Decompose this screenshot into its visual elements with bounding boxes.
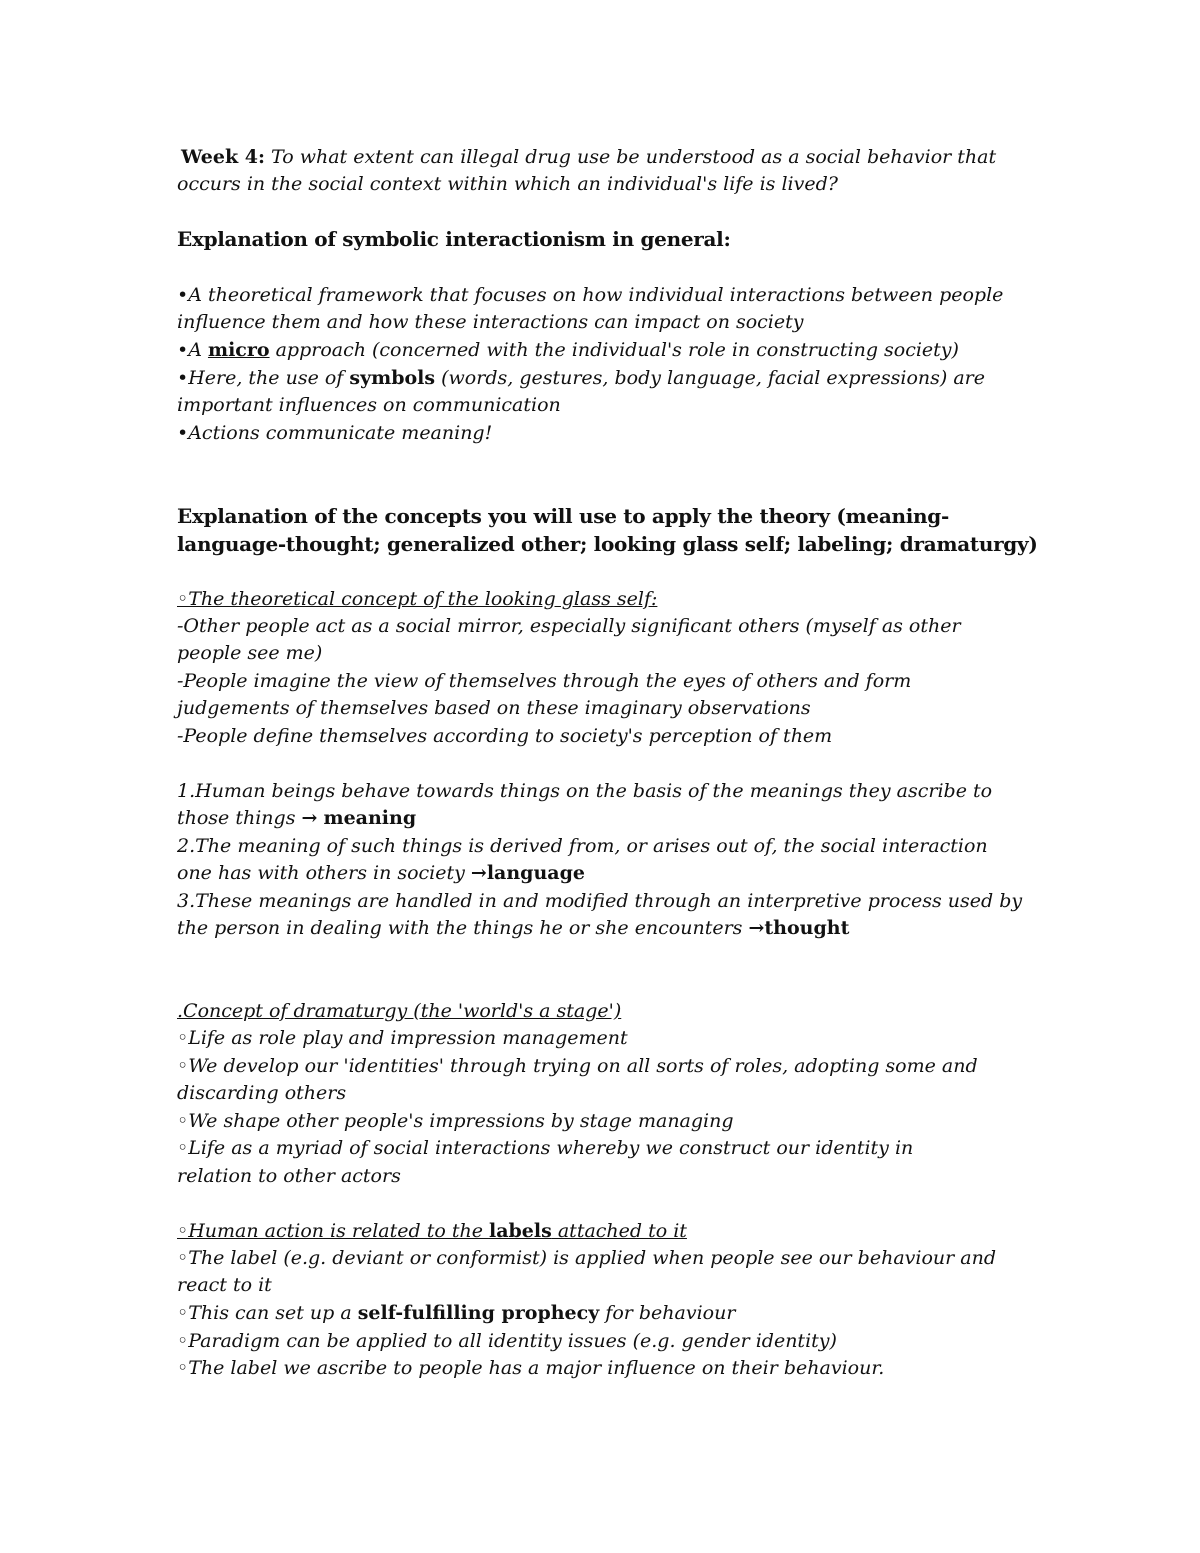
week-question-line-2: occurs in the social context within which an individual's life is lived?	[177, 173, 838, 195]
bullet-1-line-1: •A theoretical framework that focuses on how individual interactions between people	[177, 284, 1004, 306]
looking-glass-item-3: -People define themselves according to society's perception of them	[177, 725, 833, 747]
labeling-title-labels: labels	[488, 1220, 552, 1242]
premise-1-line-1: 1.Human beings behave towards things on the basis of the meanings they ascribe to	[177, 780, 993, 802]
premise-1-line-2	[177, 805, 416, 831]
bullet-3-line-1	[177, 365, 985, 391]
bullet-3-symbols: symbols	[349, 367, 436, 389]
labeling-item-1-line-1: ◦The label (e.g. deviant or conformist) is applied when people see our behaviour and	[177, 1247, 996, 1269]
labeling-item-1-line-2: react to it	[177, 1274, 272, 1296]
dramaturgy-item-4-line-1: ◦Life as a myriad of social interactions whereby we construct our identity in	[177, 1137, 914, 1159]
labeling-item-2	[177, 1300, 735, 1326]
looking-glass-item-1-line-1: -Other people act as a social mirror, especially significant others (myself as other	[177, 615, 961, 637]
bullet-1-line-2: influence them and how these interactions can impact on society	[177, 311, 804, 333]
section-heading-concepts-line-2: language-thought; generalized other; looking glass self; labeling; dramaturgy)	[177, 532, 1038, 556]
looking-glass-self-title: ◦The theoretical concept of the looking glass self:	[177, 588, 658, 610]
arrow-right-icon: →	[470, 862, 487, 884]
dramaturgy-item-3: ◦We shape other people's impressions by stage managing	[177, 1110, 734, 1132]
premise-2-text: one has with others in society	[177, 862, 465, 884]
labeling-item-2-rest: for behaviour	[599, 1302, 736, 1324]
premise-3-thought: thought	[764, 917, 850, 939]
looking-glass-item-2-line-1: -People imagine the view of themselves through the eyes of others and form	[177, 670, 912, 692]
section-heading-concepts-line-1: Explanation of the concepts you will use to apply the theory (meaning-	[177, 504, 949, 528]
labeling-item-4: ◦The label we ascribe to people has a major influence on their behaviour.	[177, 1357, 885, 1379]
dramaturgy-item-4-line-2: relation to other actors	[177, 1165, 401, 1187]
labeling-title	[177, 1218, 687, 1244]
section-heading-symbolic-interactionism: Explanation of symbolic interactionism in general:	[177, 227, 731, 251]
premise-1-text: those things	[177, 807, 296, 829]
dramaturgy-item-1: ◦Life as role play and impression management	[177, 1027, 628, 1049]
week-label: Week 4:	[181, 146, 265, 168]
premise-2-language: language	[486, 862, 585, 884]
bullet-3-line-2: important influences on communication	[177, 394, 561, 416]
bullet-2-prefix: •A	[177, 339, 208, 361]
week-question-text: To what extent can illegal drug use be understood as a social behavior that	[271, 146, 997, 168]
bullet-4: •Actions communicate meaning!	[177, 422, 493, 444]
premise-2-line-1: 2.The meaning of such things is derived from, or arises out of, the social interaction	[177, 835, 988, 857]
premise-3-line-1: 3.These meanings are handled in and modified through an interpretive process used by	[177, 890, 1023, 912]
bullet-3-prefix: •Here, the use of	[177, 367, 350, 389]
bullet-2-micro: micro	[207, 339, 270, 361]
premise-2-line-2	[177, 860, 585, 886]
dramaturgy-item-2-line-1: ◦We develop our 'identities' through trying on all sorts of roles, adopting some and	[177, 1055, 978, 1077]
premise-3-text: the person in dealing with the things he or she encounters	[177, 917, 743, 939]
arrow-right-icon: →	[301, 807, 318, 829]
week-question-line-1	[181, 144, 996, 170]
dramaturgy-item-2-line-2: discarding others	[177, 1082, 347, 1104]
premise-3-line-2	[177, 915, 849, 941]
bullet-3-rest: (words, gestures, body language, facial expressions) are	[435, 367, 985, 389]
labeling-item-2-prefix: ◦This can set up a	[177, 1302, 358, 1324]
labeling-item-3: ◦Paradigm can be applied to all identity issues (e.g. gender identity)	[177, 1330, 837, 1352]
arrow-right-icon: →	[748, 917, 765, 939]
looking-glass-item-2-line-2: judgements of themselves based on these imaginary observations	[177, 697, 811, 719]
labeling-title-prefix: ◦Human action is related to the	[177, 1220, 489, 1242]
bullet-2-rest: approach (concerned with the individual's role in constructing society)	[269, 339, 959, 361]
labeling-item-2-prophecy: self-fulfilling prophecy	[357, 1302, 600, 1324]
bullet-2	[177, 337, 959, 363]
labeling-title-rest: attached to it	[551, 1220, 687, 1242]
dramaturgy-title: .Concept of dramaturgy (the 'world's a stage')	[177, 1000, 622, 1022]
looking-glass-item-1-line-2: people see me)	[177, 642, 323, 664]
premise-1-meaning: meaning	[323, 807, 417, 829]
